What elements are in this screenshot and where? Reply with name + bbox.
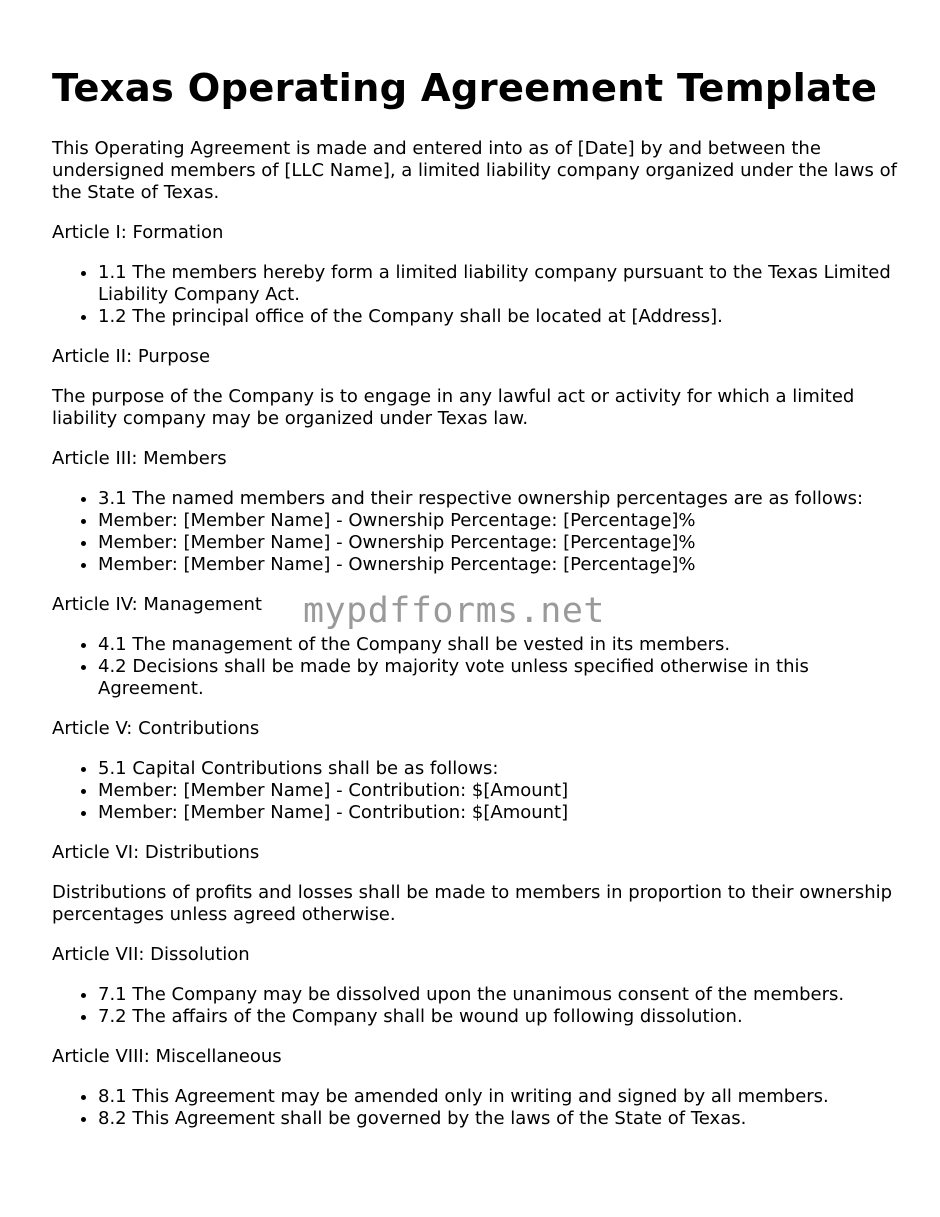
distributions-paragraph: Distributions of profits and losses shall be made to members in proportion to their ownership percentages unless agreed otherwise.: [52, 882, 893, 925]
article-heading-contributions: Article V: Contributions: [52, 718, 260, 739]
members-list: [52, 488, 902, 576]
list-item: • Member: [Member Name] - Ownership Percentage: [Percentage]%: [98, 532, 902, 554]
document-title: Texas Operating Agreement Template: [52, 66, 878, 111]
article-heading-dissolution: Article VII: Dissolution: [52, 944, 250, 965]
article-heading-management: Article IV: Management: [52, 594, 262, 615]
list-item: • 4.1 The management of the Company shall be vested in its members.: [98, 634, 902, 656]
list-item: • 1.1 The members hereby form a limited liability company pursuant to the Texas Limited Liability Company Act.: [98, 262, 902, 306]
list-item: • 7.2 The affairs of the Company shall be wound up following dissolution.: [98, 1006, 902, 1028]
intro-paragraph: This Operating Agreement is made and entered into as of [Date] by and between the undersigned members of [LLC Name], a limited liability company organized under the laws of the State of Texas.: [52, 138, 897, 203]
watermark: mypdfforms.net: [303, 591, 606, 631]
list-item: • Member: [Member Name] - Contribution: $[Amount]: [98, 780, 902, 802]
purpose-paragraph: The purpose of the Company is to engage in any lawful act or activity for which a limited liability company may be organized under Texas law.: [52, 386, 855, 429]
dissolution-list: [52, 984, 902, 1028]
contributions-list: [52, 758, 902, 824]
list-item: • 7.1 The Company may be dissolved upon the unanimous consent of the members.: [98, 984, 902, 1006]
list-item: • 1.2 The principal office of the Company shall be located at [Address].: [98, 306, 902, 328]
article-heading-distributions: Article VI: Distributions: [52, 842, 260, 863]
list-item: • Member: [Member Name] - Ownership Percentage: [Percentage]%: [98, 554, 902, 576]
list-item: • 8.2 This Agreement shall be governed by the laws of the State of Texas.: [98, 1108, 902, 1130]
list-item: • 3.1 The named members and their respective ownership percentages are as follows:: [98, 488, 902, 510]
miscellaneous-list: [52, 1086, 902, 1130]
article-heading-members: Article III: Members: [52, 448, 227, 469]
formation-list: [52, 262, 902, 328]
article-heading-miscellaneous: Article VIII: Miscellaneous: [52, 1046, 282, 1067]
article-heading-formation: Article I: Formation: [52, 222, 224, 243]
list-item: • 8.1 This Agreement may be amended only in writing and signed by all members.: [98, 1086, 902, 1108]
list-item: • 4.2 Decisions shall be made by majority vote unless specified otherwise in this Agreement.: [98, 656, 902, 700]
article-heading-purpose: Article II: Purpose: [52, 346, 211, 367]
list-item: • Member: [Member Name] - Ownership Percentage: [Percentage]%: [98, 510, 902, 532]
list-item: • Member: [Member Name] - Contribution: $[Amount]: [98, 802, 902, 824]
list-item: • 5.1 Capital Contributions shall be as follows:: [98, 758, 902, 780]
management-list: [52, 634, 902, 700]
